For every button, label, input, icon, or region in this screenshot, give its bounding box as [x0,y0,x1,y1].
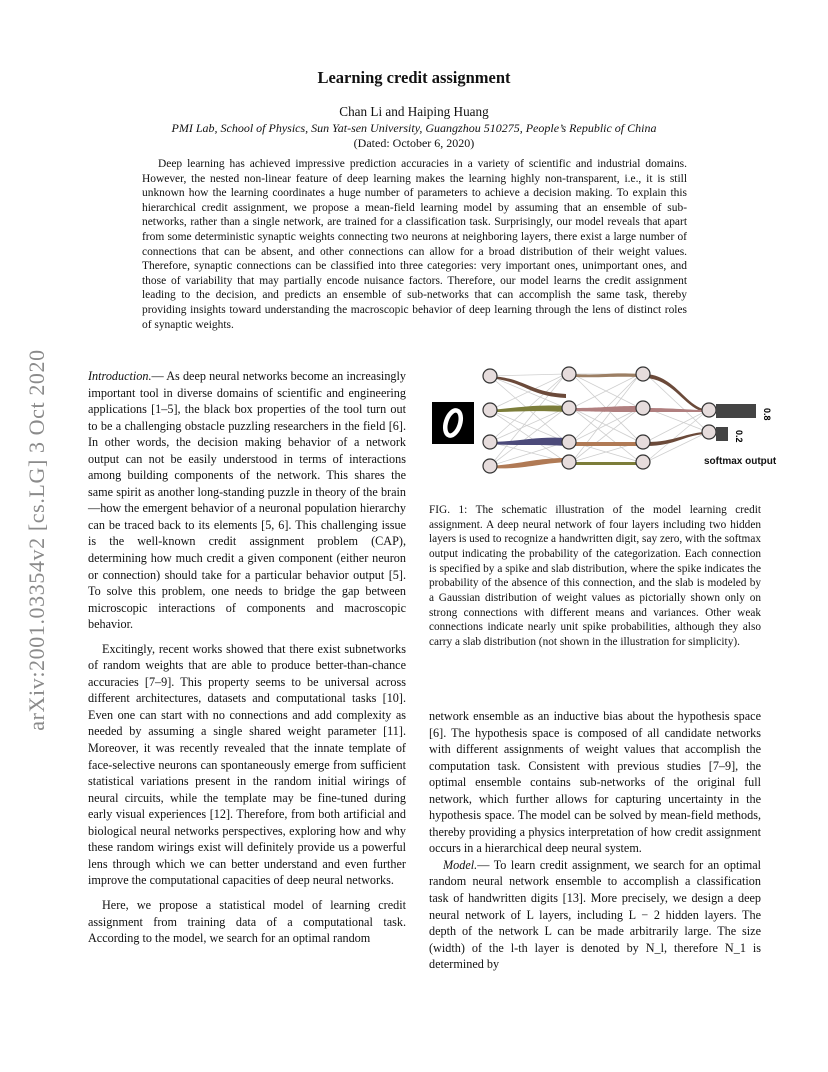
date-line: (Dated: October 6, 2020) [353,136,475,150]
intro-heading: Introduction. [88,369,152,383]
hidden-neuron [562,435,576,449]
affiliation: PMI Lab, School of Physics, Sun Yat-sen University, Guangzhou 510275, People’s Republic of China [171,121,657,135]
hidden-neuron [636,435,650,449]
authors: Chan Li and Haiping Huang [339,104,489,119]
hidden-neuron [636,401,650,415]
right-column [429,708,761,981]
bar-value-0: 0.8 [762,408,772,421]
model-text: — To learn credit assignment, we search for an optimal random neural network ensemble to accomplish a classification task of handwritten digits [13]. More precisely, we design a deep neural network of L layers, including L − 2 hidden layers. The depth of the network L can be made arbitrarily large. The size (width) of the l-th layer is denoted by N_l, therefore N_1 is determined by [429,857,761,972]
input-neuron [483,369,497,383]
input-neuron [483,435,497,449]
paper-title: Learning credit assignment [317,68,511,87]
paragraph-3: Here, we propose a statistical model of learning credit assignment from training data of a computational task. According to the model, we search for an optimal random [88,897,406,946]
softmax-bar-1 [716,427,728,441]
input-neuron [483,403,497,417]
hidden-neuron [562,455,576,469]
arxiv-identifier: arXiv:2001.03354v2 [cs.LG] 3 Oct 2020 [24,349,49,731]
input-neuron [483,459,497,473]
hidden-neuron [636,367,650,381]
bar-value-1: 0.2 [734,430,744,443]
output-neuron [702,425,716,439]
model-heading: Model. [443,857,478,872]
input-digit-image [432,402,474,444]
left-column [88,368,406,955]
figure-caption: FIG. 1: The schematic illustration of the model learning credit assignment. A deep neural network of four layers including two hidden layers is used to recognize a handwritten digit, say zero, with the softmax output indicating the probability of the categorization. Each connection is specified by a spike and slab distribution, where the spike indicates the probability of the absence of this connection, and the slab is modeled by a Gaussian distribution of weight values as pictorially shown only on strong connections with different means and variances. Other weak connections indicate nearly unit spike probabilities, although they also carry a slab distribution (not shown in the illustration for simplicity). [429,504,761,648]
continued-paragraph: network ensemble as an inductive bias about the hypothesis space [6]. The hypothesis space is composed of all candidate networks with different assignments of weight values that accomplish the computation task. Consistent with previous studies [7–9], the optimal ensemble contains sub-networks of the original full network, which further allows for capturing uncertainty in the hypothesis space. The model can be solved by mean-field methods, thereby providing a physics interpretation of how credit assignment occurs in a hierarchical deep neural system. [429,709,761,856]
paragraph-2: Excitingly, recent works showed that there exist subnetworks of random weights that are able to produce better-than-chance accuracies [7–9]. This property seems to be universal across different architectures, datasets and computational tasks [10]. Even one can start with no connections and add complexity as needed by assuming a single shared weight parameter [11]. Moreover, it was recently revealed that the innate template of face-selective neurons can spontaneously emerge from sufficient statistical variations present in the random initial wirings of neural circuits, while the template may be fine-tuned during early visual experiences [12]. Therefore, from both artificial and biological neural networks perspectives, exploring how and why these random wirings exist will definitely provide us a powerful lens through which we can better understand and even further improve the computational capacities of deep neural networks. [88,641,406,888]
intro-text: — As deep neural networks become an increasingly important tool in diverse domains of scientific and engineering applications [1–5], the black box properties of the tool turn out to be a challenging obstacle puzzling researchers in the field [6]. In other words, the decision making behavior of a network output can not be easily understood in terms of interactions among building components of the network. This shares the same spirit as another long-standing puzzle in theory of the brain—how the emergent behavior of a neuronal population hierarchy can be traced back to its elements [5, 6]. This challenging issue is the well-known credit assignment problem (CAP), determining how much credit a given component (either neuron or connection) should take for a particular behavior output [5]. To solve this problem, one needs to bridge the gap between microscopic interactions of components and macroscopic behavior. [88,369,406,632]
hidden-neuron [562,401,576,415]
output-neuron [702,403,716,417]
hidden-neuron [636,455,650,469]
abstract: Deep learning has achieved impressive prediction accuracies in a variety of scientific and industrial domains. However, the nested non-linear feature of deep learning makes the learning highly non-transparent, i.e., it is still unknown how the learning coordinates a huge number of parameters to achieve a decision making. To explain this hierarchical credit assignment, we propose a mean-field learning model by assuming that an ensemble of sub-networks, rather than a single network, are trained for a classification task. Surprisingly, our model reveals that apart from some deterministic synaptic weights connecting two neurons at neighboring layers, there exist a large number of connections that can be absent, and other connections can allow for a broad distribution of their weight values. Therefore, synaptic connections can be classified into three categories: very important ones, unimportant ones, and those of variability that may partially encode nuisance factors. Therefore, our model learns the credit assignment leading to the decision, and predicts an ensemble of sub-networks that can accomplish the same task, thereby providing insights toward understanding the macroscopic behavior of deep learning through the lens of distinct roles of synaptic weights. [142,158,687,331]
model-paragraph [429,857,761,973]
softmax-output-label: softmax output [704,456,777,467]
softmax-bar-0 [716,404,756,418]
hidden-neuron [562,367,576,381]
intro-paragraph [88,368,406,633]
